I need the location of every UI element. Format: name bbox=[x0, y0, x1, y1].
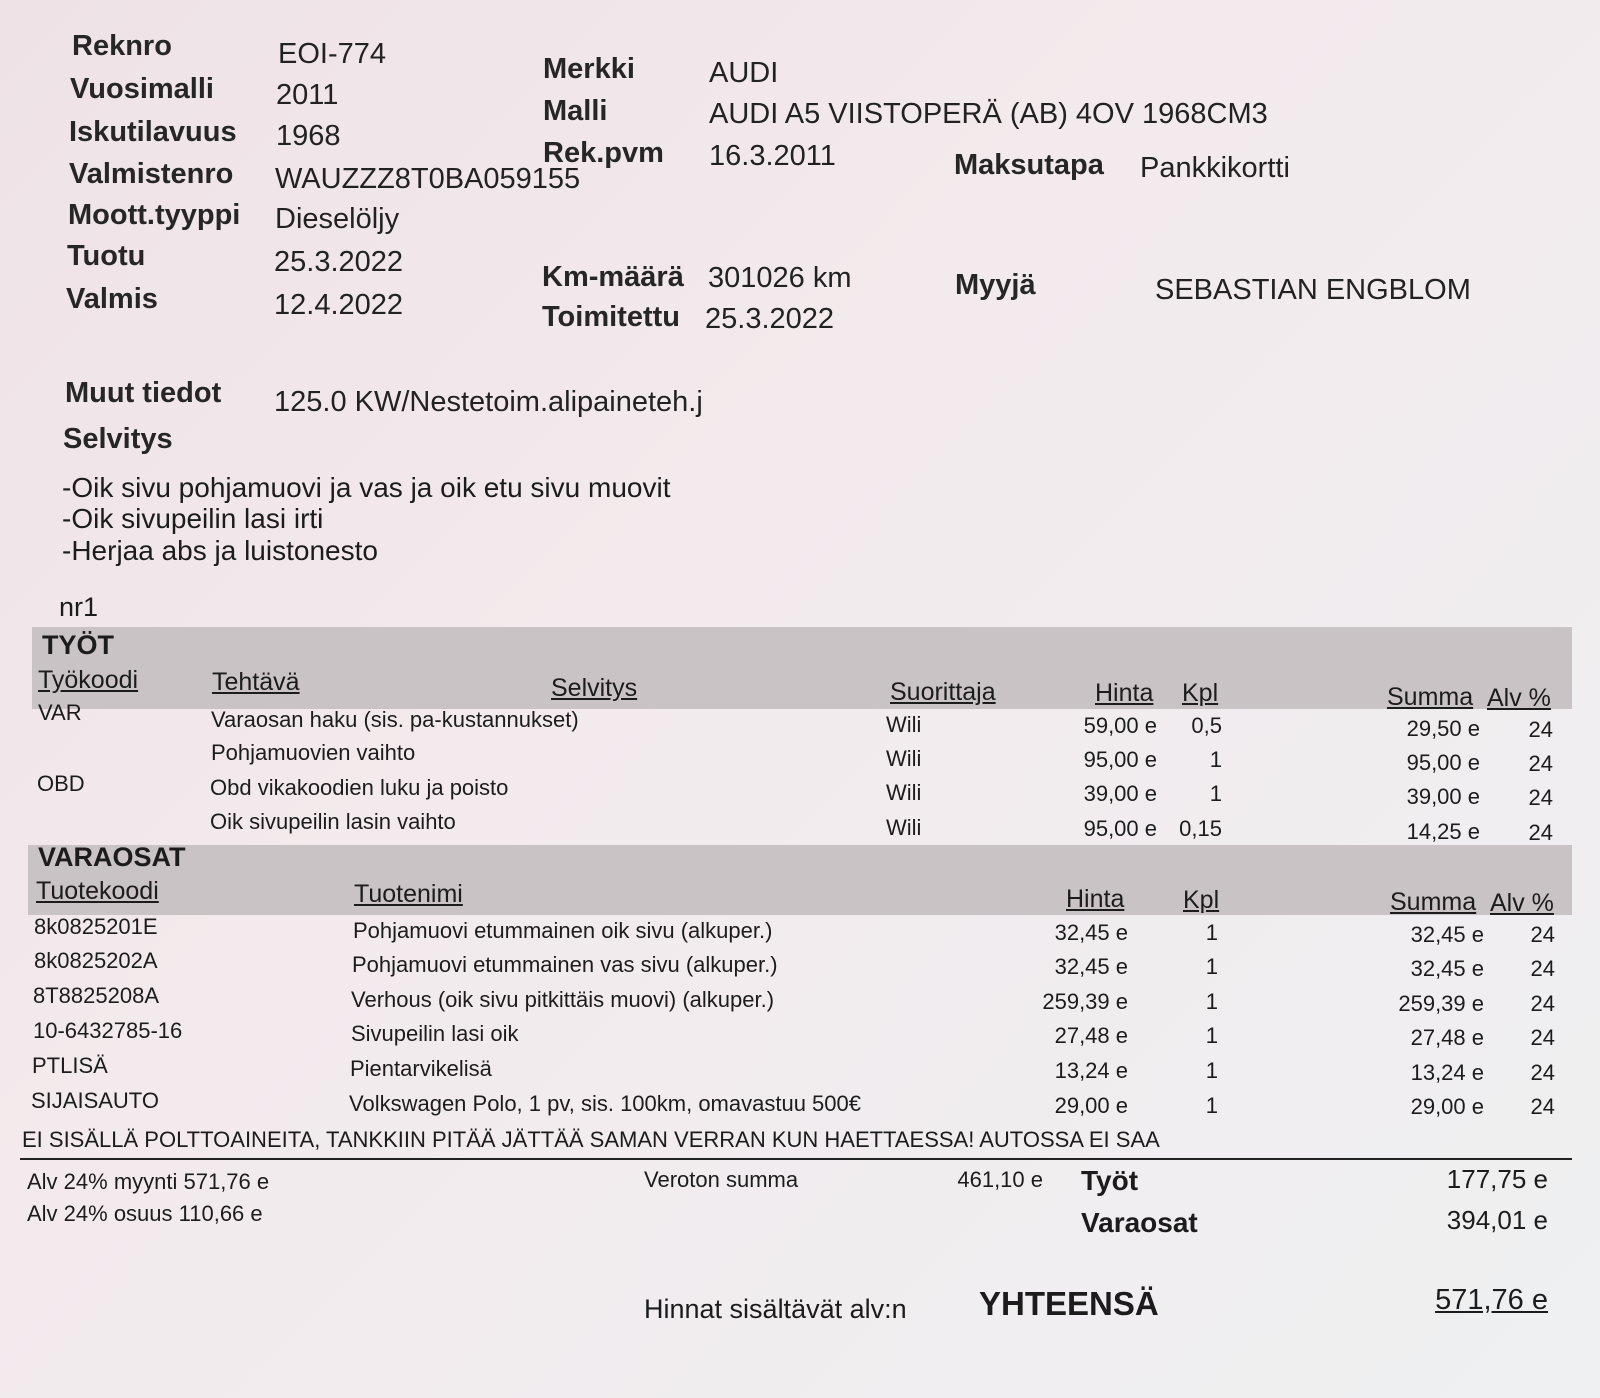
table-row-qty: 1 bbox=[1205, 989, 1218, 1014]
table-row-price: 59,00 e bbox=[1083, 713, 1157, 738]
table-row-by: Wili bbox=[886, 746, 922, 771]
table-row-code: VAR bbox=[38, 700, 82, 725]
table-row-name: Pientarvikelisä bbox=[350, 1056, 492, 1081]
table-row-qty: 1 bbox=[1209, 781, 1222, 806]
table-row-price: 29,00 e bbox=[1054, 1093, 1128, 1118]
km-maara-value: 301026 km bbox=[708, 262, 852, 294]
alv-osuus: Alv 24% osuus 110,66 e bbox=[27, 1201, 263, 1226]
toimitettu-label: Toimitettu bbox=[542, 301, 680, 333]
varaosat-header-hinta: Hinta bbox=[1066, 885, 1125, 913]
tuotu-value: 25.3.2022 bbox=[274, 246, 404, 278]
merkki-value: AUDI bbox=[709, 57, 779, 89]
tyot-header-selvitys: Selvitys bbox=[551, 674, 638, 702]
muut-tiedot-label: Muut tiedot bbox=[65, 377, 222, 409]
table-row-qty: 1 bbox=[1205, 954, 1218, 979]
table-row-name: Sivupeilin lasi oik bbox=[351, 1021, 519, 1046]
iskutilavuus-label: Iskutilavuus bbox=[69, 116, 237, 148]
table-row-task: Oik sivupeilin lasin vaihto bbox=[210, 809, 456, 834]
valmistenro-label: Valmistenro bbox=[69, 158, 234, 190]
iskutilavuus-value: 1968 bbox=[276, 120, 341, 152]
tyot-header-tyokoodi: Työkoodi bbox=[38, 666, 139, 694]
table-row-price: 27,48 e bbox=[1054, 1023, 1128, 1048]
table-row-task: Obd vikakoodien luku ja poisto bbox=[210, 775, 509, 800]
table-row-price: 32,45 e bbox=[1054, 954, 1128, 979]
tyot-total-value: 177,75 e bbox=[1446, 1164, 1548, 1194]
varaosat-header-tuotekoodi: Tuotekoodi bbox=[36, 877, 159, 905]
table-row-alv: 24 bbox=[1528, 717, 1553, 742]
table-row-code: PTLISÄ bbox=[32, 1053, 108, 1078]
moott-tyyppi-value: Dieselöljy bbox=[275, 203, 400, 235]
muut-tiedot-value: 125.0 KW/Nestetoim.alipaineteh.j bbox=[274, 386, 703, 418]
table-row-alv: 24 bbox=[1530, 956, 1555, 981]
table-row-code: 8k0825201E bbox=[34, 914, 158, 939]
table-row-price: 259,39 e bbox=[1042, 989, 1128, 1014]
merkki-label: Merkki bbox=[543, 53, 635, 85]
alv-myynti: Alv 24% myynti 571,76 e bbox=[27, 1169, 270, 1194]
table-row-by: Wili bbox=[886, 815, 922, 840]
table-row-alv: 24 bbox=[1530, 1094, 1555, 1119]
selvitys-line: -Herjaa abs ja luistonesto bbox=[62, 535, 378, 566]
table-row-price: 95,00 e bbox=[1083, 816, 1157, 841]
table-row-name: Pohjamuovi etummainen oik sivu (alkuper.) bbox=[353, 918, 773, 943]
table-row-alv: 24 bbox=[1528, 820, 1553, 845]
table-row-sum: 32,45 e bbox=[1410, 922, 1484, 947]
table-row-code: 10-6432785-16 bbox=[33, 1018, 183, 1043]
varaosat-header-summa: Summa bbox=[1390, 888, 1477, 916]
myyja-value: SEBASTIAN ENGBLOM bbox=[1155, 274, 1471, 306]
tyot-header-tehtava: Tehtävä bbox=[212, 668, 300, 696]
table-row-qty: 0,15 bbox=[1179, 816, 1222, 841]
varaosat-title: VARAOSAT bbox=[38, 842, 186, 872]
toimitettu-value: 25.3.2022 bbox=[705, 303, 835, 335]
table-row-qty: 1 bbox=[1205, 920, 1218, 945]
table-row-qty: 1 bbox=[1205, 1023, 1218, 1048]
maksutapa-label: Maksutapa bbox=[954, 149, 1104, 181]
varaosat-header-band bbox=[28, 845, 1572, 915]
table-row-name: Volkswagen Polo, 1 pv, sis. 100km, omavastuu 500€ bbox=[349, 1091, 861, 1116]
selvitys-line: -Oik sivupeilin lasi irti bbox=[62, 503, 324, 534]
selvitys-label: Selvitys bbox=[63, 423, 173, 455]
veroton-label: Veroton summa bbox=[644, 1167, 799, 1192]
grand-total-value: 571,76 e bbox=[1435, 1284, 1548, 1316]
table-row-code: SIJAISAUTO bbox=[31, 1088, 159, 1113]
table-row-name: Pohjamuovi etummainen vas sivu (alkuper.) bbox=[352, 952, 778, 977]
veroton-value: 461,10 e bbox=[957, 1167, 1043, 1192]
table-row-code: OBD bbox=[37, 771, 85, 796]
totals-divider bbox=[20, 1158, 1572, 1160]
rek-pvm-label: Rek.pvm bbox=[543, 137, 664, 169]
vuosimalli-label: Vuosimalli bbox=[70, 73, 214, 105]
table-row-price: 39,00 e bbox=[1083, 781, 1157, 806]
varaosat-total-label: Varaosat bbox=[1081, 1207, 1198, 1238]
table-row-alv: 24 bbox=[1530, 1060, 1555, 1085]
table-row-sum: 95,00 e bbox=[1406, 750, 1480, 775]
varaosat-header-alv: Alv % bbox=[1490, 889, 1554, 917]
valmis-label: Valmis bbox=[66, 283, 158, 315]
tyot-header-alv: Alv % bbox=[1487, 684, 1551, 712]
tyot-header-hinta: Hinta bbox=[1095, 679, 1154, 707]
table-row-qty: 1 bbox=[1205, 1093, 1218, 1118]
table-row-sum: 13,24 e bbox=[1410, 1060, 1484, 1085]
table-row-by: Wili bbox=[886, 780, 922, 805]
order-number: nr1 bbox=[59, 592, 99, 622]
varaosat-total-value: 394,01 e bbox=[1446, 1205, 1548, 1235]
table-row-sum: 27,48 e bbox=[1410, 1025, 1484, 1050]
myyja-label: Myyjä bbox=[955, 269, 1036, 301]
table-row-alv: 24 bbox=[1528, 751, 1553, 776]
table-row-sum: 39,00 e bbox=[1406, 784, 1480, 809]
table-row-task: Pohjamuovien vaihto bbox=[211, 740, 416, 765]
table-row-alv: 24 bbox=[1530, 1025, 1555, 1050]
table-row-sum: 29,00 e bbox=[1410, 1094, 1484, 1119]
fuel-notice: EI SISÄLLÄ POLTTOAINEITA, TANKKIIN PITÄÄ JÄTTÄÄ SAMAN VERRAN KUN HAETTAESSA! AUTOSSA EI SAA bbox=[22, 1127, 1160, 1152]
tuotu-label: Tuotu bbox=[67, 240, 146, 272]
prices-include-vat: Hinnat sisältävät alv:n bbox=[644, 1294, 907, 1324]
tyot-header-summa: Summa bbox=[1387, 683, 1474, 711]
varaosat-header-tuotenimi: Tuotenimi bbox=[354, 880, 463, 908]
table-row-task: Varaosan haku (sis. pa-kustannukset) bbox=[211, 707, 579, 732]
vuosimalli-value: 2011 bbox=[276, 79, 339, 111]
table-row-alv: 24 bbox=[1528, 785, 1553, 810]
table-row-qty: 0,5 bbox=[1191, 713, 1222, 738]
table-row-by: Wili bbox=[886, 712, 922, 737]
table-row-name: Verhous (oik sivu pitkittäis muovi) (alkuper.) bbox=[351, 987, 775, 1012]
table-row-sum: 32,45 e bbox=[1410, 956, 1484, 981]
table-row-price: 32,45 e bbox=[1054, 920, 1128, 945]
moott-tyyppi-label: Moott.tyyppi bbox=[68, 199, 241, 231]
malli-value: AUDI A5 VIISTOPERÄ (AB) 4OV 1968CM3 bbox=[709, 98, 1268, 130]
km-maara-label: Km-määrä bbox=[542, 261, 684, 293]
rek-pvm-value: 16.3.2011 bbox=[709, 140, 836, 172]
tyot-total-label: Työt bbox=[1081, 1165, 1139, 1196]
table-row-code: 8T8825208A bbox=[33, 983, 159, 1008]
reknro-value: EOI-774 bbox=[278, 38, 386, 70]
malli-label: Malli bbox=[543, 95, 608, 127]
valmistenro-value: WAUZZZ8T0BA059155 bbox=[275, 163, 581, 195]
table-row-qty: 1 bbox=[1209, 747, 1222, 772]
varaosat-header-kpl: Kpl bbox=[1183, 886, 1220, 914]
tyot-header-suorittaja: Suorittaja bbox=[890, 678, 996, 706]
grand-total-label: YHTEENSÄ bbox=[979, 1285, 1159, 1322]
table-row-price: 13,24 e bbox=[1054, 1058, 1128, 1083]
table-row-sum: 29,50 e bbox=[1406, 716, 1480, 741]
valmis-value: 12.4.2022 bbox=[274, 289, 404, 321]
table-row-code: 8k0825202A bbox=[34, 948, 158, 973]
table-row-qty: 1 bbox=[1205, 1058, 1218, 1083]
selvitys-line: -Oik sivu pohjamuovi ja vas ja oik etu sivu muovit bbox=[62, 472, 671, 503]
table-row-price: 95,00 e bbox=[1083, 747, 1157, 772]
tyot-header-kpl: Kpl bbox=[1182, 679, 1219, 707]
table-row-sum: 14,25 e bbox=[1406, 819, 1480, 844]
reknro-label: Reknro bbox=[72, 30, 172, 62]
table-row-alv: 24 bbox=[1530, 991, 1555, 1016]
maksutapa-value: Pankkikortti bbox=[1140, 152, 1290, 184]
table-row-sum: 259,39 e bbox=[1398, 991, 1484, 1016]
table-row-alv: 24 bbox=[1530, 922, 1555, 947]
tyot-title: TYÖT bbox=[42, 630, 114, 660]
